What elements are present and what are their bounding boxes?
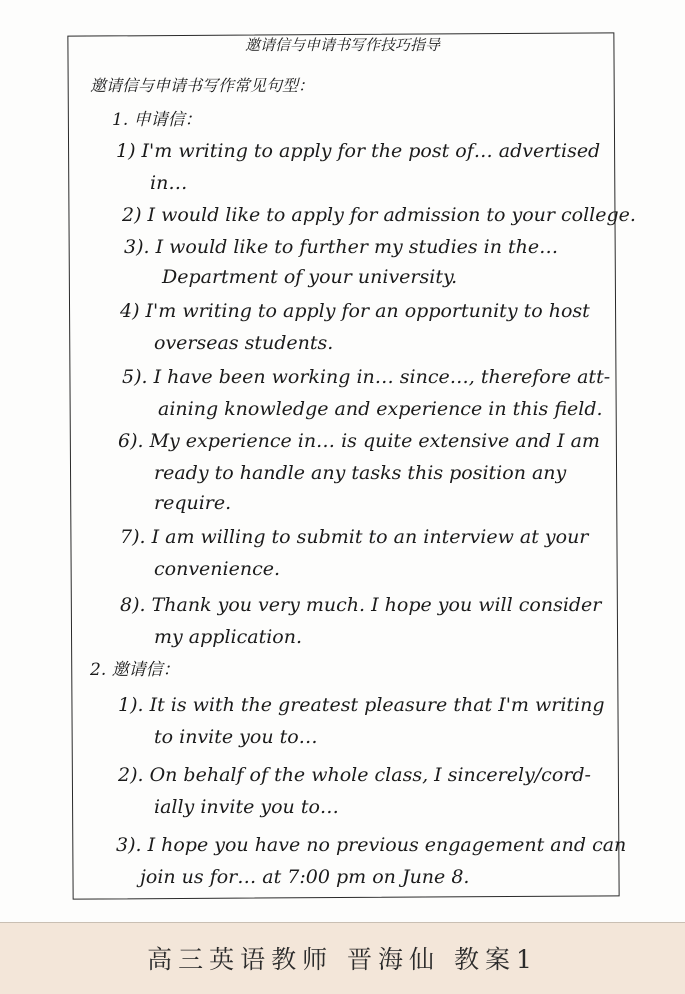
handwritten-line: overseas students. xyxy=(154,332,334,354)
handwritten-line: convenience. xyxy=(154,558,281,580)
handwritten-line: aining knowledge and experience in this field. xyxy=(158,398,603,420)
handwritten-line: 4) I'm writing to apply for an opportunity to host xyxy=(120,300,590,322)
handwritten-line: 6). My experience in… is quite extensive and I am xyxy=(118,430,600,452)
handwritten-line: require. xyxy=(154,492,232,514)
footer-text: 高三英语教师 晋海仙 教案1 xyxy=(147,945,538,974)
footer-caption xyxy=(0,922,685,994)
handwritten-line: 2). On behalf of the whole class, I sincerely/cord- xyxy=(118,764,591,786)
note-title: 邀请信与申请书写作技巧指导 xyxy=(245,36,441,54)
handwritten-line: 2) I would like to apply for admission to your college. xyxy=(122,204,636,226)
handwritten-line: 5). I have been working in… since…, therefore att- xyxy=(122,366,611,388)
handwritten-line: join us for… at 7:00 pm on June 8. xyxy=(140,866,470,888)
handwritten-line: 3). I would like to further my studies in the… xyxy=(124,236,559,258)
handwritten-line: 3). I hope you have no previous engagement and can xyxy=(116,834,627,856)
handwritten-line: in… xyxy=(150,172,188,194)
handwritten-line: 7). I am willing to submit to an interview at your xyxy=(120,526,589,548)
handwritten-line: 1). It is with the greatest pleasure that I'm writing xyxy=(118,694,605,716)
handwritten-line: Department of your university. xyxy=(162,266,458,288)
handwritten-line: ready to handle any tasks this position any xyxy=(154,462,567,484)
handwritten-line: 1) I'm writing to apply for the post of… advertised xyxy=(116,140,601,162)
section-heading-application: 1. 申请信： xyxy=(112,110,202,130)
handwritten-line: to invite you to… xyxy=(154,726,318,748)
handwritten-line: 8). Thank you very much. I hope you will consider xyxy=(120,594,602,616)
handwritten-line: my application. xyxy=(154,626,302,648)
section-heading-invitation: 2. 邀请信： xyxy=(90,660,180,680)
handwritten-line: ially invite you to… xyxy=(154,796,339,818)
note-intro: 邀请信与申请书写作常见句型： xyxy=(90,76,315,95)
